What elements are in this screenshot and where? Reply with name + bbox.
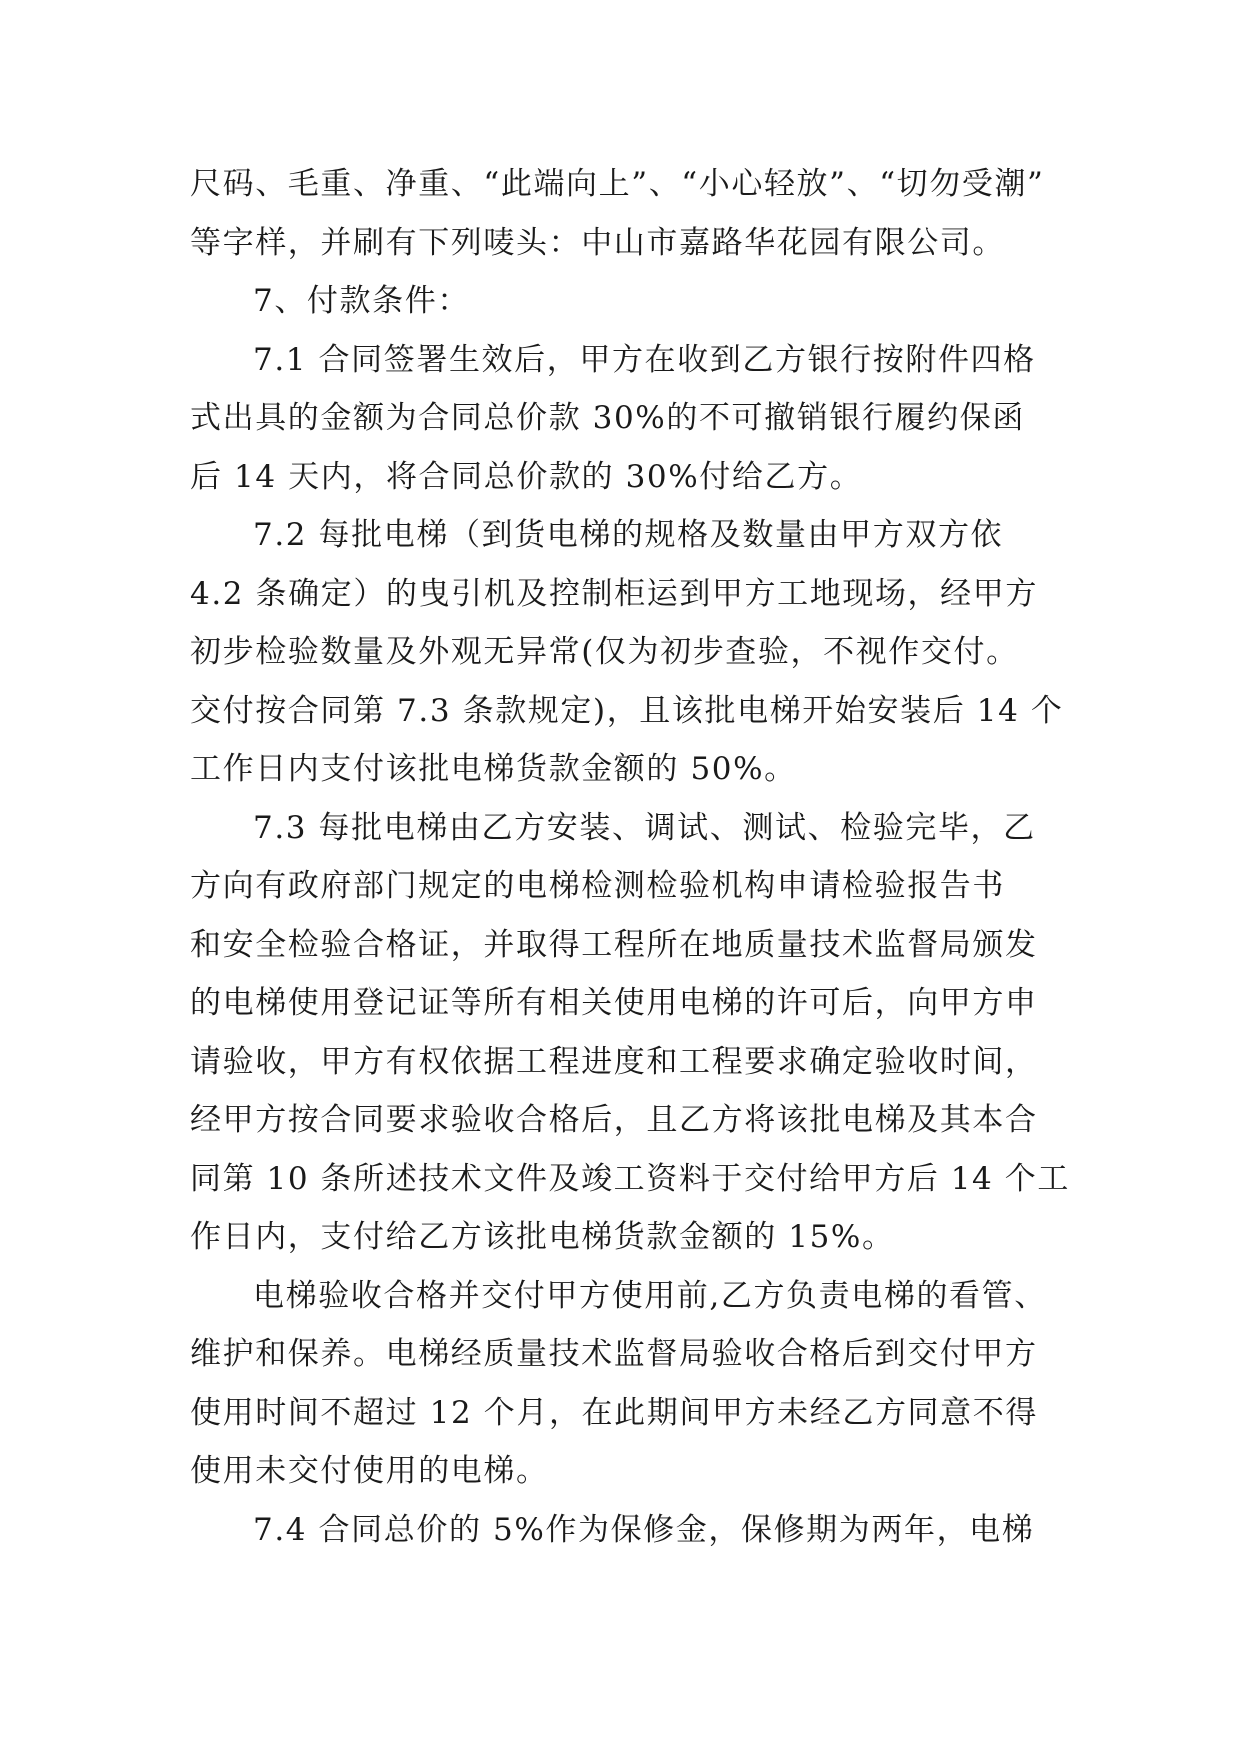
text-line: 使用时间不超过 12 个月，在此期间甲方未经乙方同意不得	[190, 1394, 1038, 1431]
text-line: 后 14 天内，将合同总价款的 30%付给乙方。	[190, 458, 863, 495]
text-line: 式出具的金额为合同总价款 30%的不可撤销银行履约保函	[190, 400, 1025, 436]
text-line: 4.2 条确定）的曳引机及控制柜运到甲方工地现场，经甲方	[190, 575, 1038, 612]
text-line: 7.3 每批电梯由乙方安装、调试、测试、检验完毕，乙	[253, 809, 1036, 846]
text-line: 同第 10 条所述技术文件及竣工资料于交付给甲方后 14 个工	[190, 1160, 1070, 1197]
text-line: 作日内，支付给乙方该批电梯货款金额的 15%。	[190, 1219, 895, 1255]
text-line: 7.4 合同总价的 5%作为保修金，保修期为两年，电梯	[253, 1511, 1035, 1548]
text-line: 经甲方按合同要求验收合格后，且乙方将该批电梯及其本合	[190, 1102, 1038, 1138]
text-line: 交付按合同第 7.3 条款规定)，且该批电梯开始安装后 14 个	[190, 692, 1064, 729]
text-line: 工作日内支付该批电梯货款金额的 50%。	[190, 751, 797, 787]
text-line: 7.2 每批电梯（到货电梯的规格及数量由甲方双方依	[253, 517, 1004, 553]
text-line: 7.1 合同签署生效后，甲方在收到乙方银行按附件四格	[253, 341, 1036, 378]
text-line: 7、付款条件：	[253, 283, 470, 319]
text-line: 电梯验收合格并交付甲方使用前,乙方负责电梯的看管、	[253, 1277, 1047, 1314]
text-line: 方向有政府部门规定的电梯检测检验机构申请检验报告书	[190, 868, 1005, 904]
text-line: 维护和保养。电梯经质量技术监督局验收合格后到交付甲方	[190, 1336, 1038, 1372]
text-line: 请验收，甲方有权依据工程进度和工程要求确定验收时间，	[190, 1043, 1038, 1080]
contract-text	[190, 155, 1070, 1559]
text-line: 使用未交付使用的电梯。	[190, 1453, 549, 1489]
text-line: 初步检验数量及外观无异常(仅为初步查验，不视作交付。	[190, 634, 1019, 670]
text-line: 和安全检验合格证，并取得工程所在地质量技术监督局颁发	[190, 926, 1038, 963]
text-line: 等字样，并刷有下列唛头：中山市嘉路华花园有限公司。	[190, 224, 1005, 261]
text-line: 的电梯使用登记证等所有相关使用电梯的许可后，向甲方申	[190, 985, 1038, 1021]
text-line: 尺码、毛重、净重、“此端向上”、“小心轻放”、“切勿受潮”	[190, 166, 1045, 202]
